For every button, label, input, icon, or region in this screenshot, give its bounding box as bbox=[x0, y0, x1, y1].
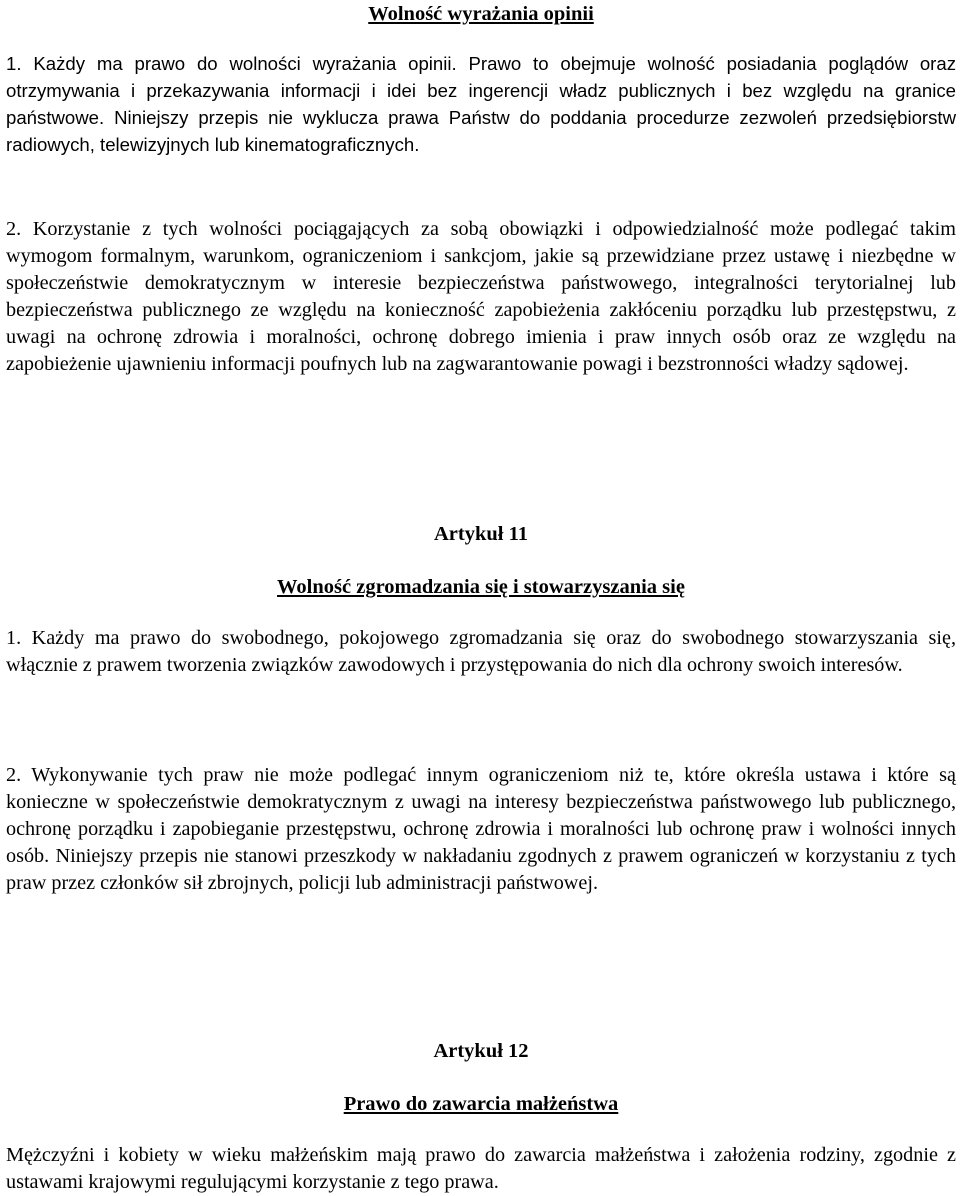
article-12-heading: Artykuł 12 bbox=[433, 1040, 529, 1062]
article-11-section-title: Wolność zgromadzania się i stowarzyszania się bbox=[277, 576, 685, 598]
article-12-paragraph-1: Mężczyźni i kobiety w wieku małżeńskim mają prawo do zawarcia małżeństwa i założenia rodziny, zgodnie z ustawami krajowymi regulującymi korzystanie z tego prawa. bbox=[6, 1144, 956, 1193]
article-11-paragraph-2: 2. Wykonywanie tych praw nie może podlegać innym ograniczeniom niż te, które określa ustawa i które są konieczne w społeczeństwie demokratycznym z uwagi na interesy bezpieczeństwa państwowego lub publicznego, ochronę porządku i zapobieganie przestępstwu, ochronę zdrowia i moralności lub ochronę praw i wolności innych osób. Niniejszy przepis nie stanowi przeszkody w nakładaniu zgodnych z prawem ograniczeń w korzystaniu z tych praw przez członków sił zbrojnych, policji lub administracji państwowej. bbox=[6, 764, 956, 894]
article-10-paragraph-1: 1. Każdy ma prawo do wolności wyrażania opinii. Prawo to obejmuje wolność posiadania poglądów oraz otrzymywania i przekazywania informacji i idei bez ingerencji władz publicznych i bez względu na granice państwowe. Niniejszy przepis nie wyklucza prawa Państw do poddania procedurze zezwoleń przedsiębiorstw radiowych, telewizyjnych lub kinematograficznych. bbox=[6, 53, 956, 155]
article-11-paragraph-1: 1. Każdy ma prawo do swobodnego, pokojowego zgromadzania się oraz do swobodnego stowarzyszania się, włącznie z prawem tworzenia związków zawodowych i przystępowania do nich dla ochrony swoich interesów. bbox=[6, 627, 956, 676]
article-11-heading: Artykuł 11 bbox=[434, 523, 528, 545]
article-12-section-title: Prawo do zawarcia małżeństwa bbox=[343, 1093, 619, 1115]
article-10-section-title: Wolność wyrażania opinii bbox=[368, 3, 594, 25]
article-10-paragraph-2: 2. Korzystanie z tych wolności pociągających za sobą obowiązki i odpowiedzialność może podlegać takim wymogom formalnym, warunkom, ograniczeniom i sankcjom, jakie są przewidziane przez ustawę i niezbędne w społeczeństwie demokratycznym w interesie bezpieczeństwa państwowego, integralności terytorialnej lub bezpieczeństwa publicznego ze względu na konieczność zapobieżenia zakłóceniu porządku lub przestępstwu, z uwagi na ochronę zdrowia i moralności, ochronę dobrego imienia i praw innych osób oraz ze względu na zapobieżenie ujawnieniu informacji poufnych lub na zagwarantowanie powagi i bezstronności władzy sądowej. bbox=[6, 218, 956, 375]
